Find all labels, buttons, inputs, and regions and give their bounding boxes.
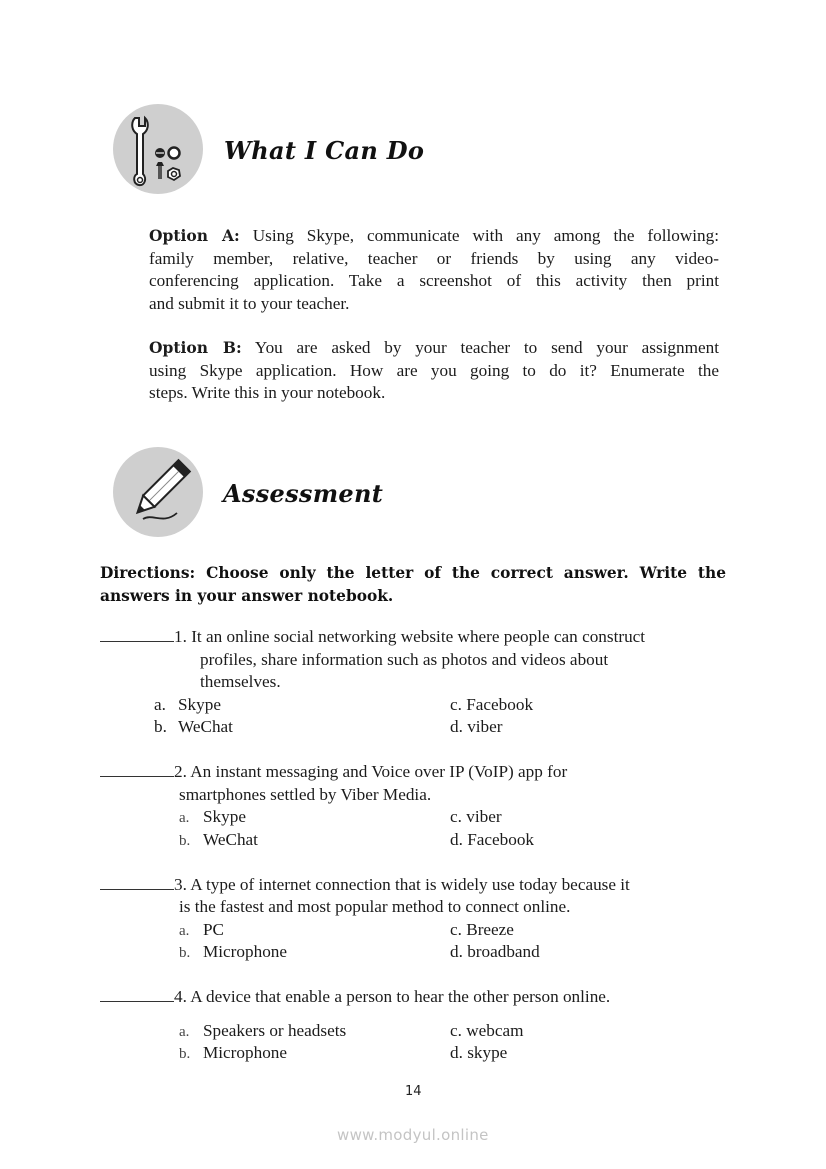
option-text: Breeze bbox=[466, 920, 514, 939]
section-title-what-i-can-do: What I Can Do bbox=[224, 136, 425, 165]
directions-line: Directions: Choose only the letter of the correct answer. Write the bbox=[100, 564, 726, 582]
question-text: is the fastest and most popular method to connect online. bbox=[179, 897, 571, 916]
option-b bbox=[154, 716, 233, 739]
question-1 bbox=[100, 626, 645, 649]
option-letter: a. bbox=[179, 923, 190, 939]
option-c bbox=[450, 1020, 524, 1043]
option-text: viber bbox=[467, 717, 503, 736]
option-a-line: family member, relative, teacher or friends by using any video- bbox=[149, 248, 719, 268]
option-c bbox=[450, 694, 533, 717]
option-a bbox=[179, 1020, 346, 1044]
directions bbox=[100, 562, 726, 607]
question-text: profiles, share information such as photos and videos about bbox=[200, 650, 609, 669]
option-letter: a. bbox=[179, 1024, 190, 1040]
question-text: 4. A device that enable a person to hear the other person online. bbox=[174, 987, 611, 1006]
option-d bbox=[450, 716, 503, 739]
option-letter: d. bbox=[450, 1043, 463, 1062]
option-b-line: steps. Write this in your notebook. bbox=[149, 383, 386, 402]
page-number: 14 bbox=[405, 1084, 422, 1099]
question-text: 1. It an online social networking website where people can construct bbox=[174, 627, 646, 646]
option-c bbox=[450, 919, 514, 942]
option-b bbox=[179, 941, 287, 965]
option-a bbox=[179, 919, 224, 943]
option-a-paragraph bbox=[149, 225, 719, 315]
option-text: Facebook bbox=[466, 695, 534, 714]
option-text: WeChat bbox=[203, 830, 258, 849]
option-b-line: using Skype application. How are you going to do it? Enumerate the bbox=[149, 360, 719, 380]
question-2 bbox=[100, 761, 567, 784]
option-d bbox=[450, 829, 534, 852]
option-a-line: conferencing application. Take a screenshot of this activity then print bbox=[149, 271, 719, 290]
option-text: skype bbox=[467, 1043, 508, 1062]
answer-blank[interactable] bbox=[100, 762, 174, 777]
option-letter: b. bbox=[154, 717, 167, 736]
option-text: webcam bbox=[466, 1021, 524, 1040]
question-text: themselves. bbox=[200, 672, 281, 691]
option-letter: d. bbox=[450, 830, 463, 849]
option-letter: b. bbox=[179, 1046, 191, 1062]
option-text: Microphone bbox=[203, 942, 288, 961]
option-text: PC bbox=[203, 920, 225, 939]
option-letter: a. bbox=[154, 695, 166, 714]
question-text: 2. An instant messaging and Voice over IP (VoIP) app for bbox=[174, 762, 568, 781]
option-text: broadband bbox=[467, 942, 540, 961]
watermark: www.modyul.online bbox=[337, 1126, 489, 1144]
option-letter: b. bbox=[179, 833, 191, 849]
directions-line: answers in your answer notebook. bbox=[100, 586, 394, 605]
option-letter: d. bbox=[450, 942, 463, 961]
option-c bbox=[450, 806, 502, 829]
question-4 bbox=[100, 986, 610, 1009]
option-a-label: Option A: bbox=[149, 226, 240, 245]
option-text: viber bbox=[466, 807, 502, 826]
option-a bbox=[154, 694, 221, 717]
option-text: Skype bbox=[178, 695, 221, 714]
option-a-line: and submit it to your teacher. bbox=[149, 293, 350, 313]
question-3 bbox=[100, 874, 630, 897]
option-letter: b. bbox=[179, 945, 191, 961]
option-letter: c. bbox=[450, 695, 462, 714]
option-letter: c. bbox=[450, 807, 462, 826]
option-b bbox=[179, 1042, 287, 1066]
question-text: smartphones settled by Viber Media. bbox=[179, 785, 432, 804]
option-a bbox=[179, 806, 246, 830]
option-text: Speakers or headsets bbox=[203, 1021, 347, 1040]
option-text: Facebook bbox=[467, 830, 535, 849]
answer-blank[interactable] bbox=[100, 987, 174, 1002]
answer-blank[interactable] bbox=[100, 875, 174, 890]
option-a-line: Using Skype, communicate with any among the following: bbox=[252, 226, 720, 245]
option-text: WeChat bbox=[178, 717, 233, 736]
option-letter: a. bbox=[179, 810, 190, 826]
option-text: Skype bbox=[203, 807, 246, 826]
option-b-label: Option B: bbox=[149, 338, 242, 357]
option-d bbox=[450, 941, 540, 964]
option-b bbox=[179, 829, 258, 853]
wrench-and-bolts-icon bbox=[113, 104, 203, 194]
question-text: 3. A type of internet connection that is widely use today because it bbox=[174, 875, 630, 894]
option-b-paragraph bbox=[149, 337, 719, 405]
option-letter: c. bbox=[450, 1021, 462, 1040]
option-letter: d. bbox=[450, 717, 463, 736]
option-b-line: You are asked by your teacher to send your assignment bbox=[254, 338, 719, 357]
option-d bbox=[450, 1042, 507, 1065]
section-title-assessment: Assessment bbox=[223, 479, 384, 508]
option-text: Microphone bbox=[203, 1043, 288, 1062]
answer-blank[interactable] bbox=[100, 627, 174, 642]
option-letter: c. bbox=[450, 920, 462, 939]
pencil-icon bbox=[113, 447, 203, 537]
